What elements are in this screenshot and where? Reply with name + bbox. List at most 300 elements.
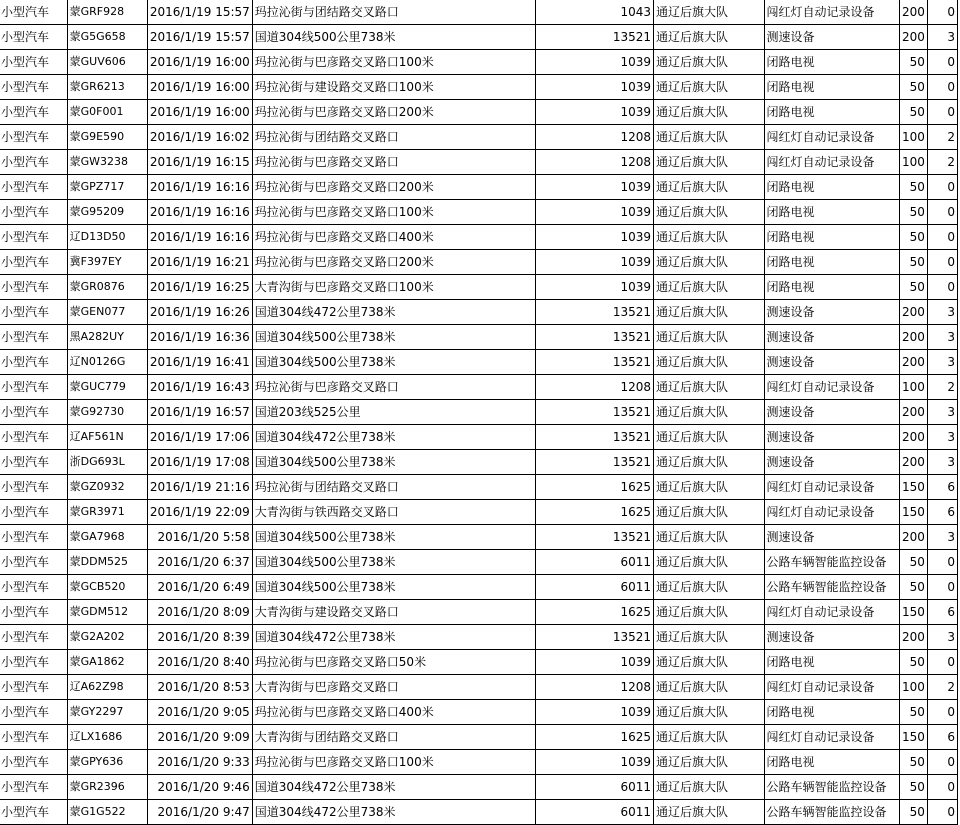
violation-time-cell: 2016/1/20 5:58 bbox=[147, 525, 252, 550]
violation-code-cell: 1039 bbox=[535, 75, 653, 100]
vehicle-type-cell: 小型汽车 bbox=[0, 700, 67, 725]
fine-amount-cell: 50 bbox=[899, 650, 927, 675]
department-cell: 通辽后旗大队 bbox=[654, 175, 765, 200]
violation-time-cell: 2016/1/20 9:47 bbox=[147, 800, 252, 825]
violation-time-cell: 2016/1/19 16:02 bbox=[147, 125, 252, 150]
device-type-cell: 闭路电视 bbox=[764, 650, 899, 675]
plate-number-cell: 蒙GCB520 bbox=[67, 575, 147, 600]
department-cell: 通辽后旗大队 bbox=[654, 75, 765, 100]
plate-number-cell: 蒙GW3238 bbox=[67, 150, 147, 175]
points-cell: 2 bbox=[927, 675, 957, 700]
points-cell: 6 bbox=[927, 475, 957, 500]
fine-amount-cell: 50 bbox=[899, 275, 927, 300]
vehicle-type-cell: 小型汽车 bbox=[0, 775, 67, 800]
device-type-cell: 测速设备 bbox=[764, 525, 899, 550]
fine-amount-cell: 50 bbox=[899, 100, 927, 125]
violation-time-cell: 2016/1/19 16:41 bbox=[147, 350, 252, 375]
fine-amount-cell: 200 bbox=[899, 525, 927, 550]
violation-time-cell: 2016/1/19 17:06 bbox=[147, 425, 252, 450]
vehicle-type-cell: 小型汽车 bbox=[0, 800, 67, 825]
fine-amount-cell: 200 bbox=[899, 300, 927, 325]
violation-code-cell: 1625 bbox=[535, 600, 653, 625]
plate-number-cell: 辽A62Z98 bbox=[67, 675, 147, 700]
violation-time-cell: 2016/1/20 8:53 bbox=[147, 675, 252, 700]
department-cell: 通辽后旗大队 bbox=[654, 275, 765, 300]
fine-amount-cell: 50 bbox=[899, 550, 927, 575]
location-cell: 国道304线472公里738米 bbox=[252, 775, 535, 800]
vehicle-type-cell: 小型汽车 bbox=[0, 725, 67, 750]
department-cell: 通辽后旗大队 bbox=[654, 600, 765, 625]
vehicle-type-cell: 小型汽车 bbox=[0, 650, 67, 675]
table-row bbox=[0, 625, 958, 650]
fine-amount-cell: 200 bbox=[899, 325, 927, 350]
department-cell: 通辽后旗大队 bbox=[654, 375, 765, 400]
plate-number-cell: 浙DG693L bbox=[67, 450, 147, 475]
plate-number-cell: 蒙GZ0932 bbox=[67, 475, 147, 500]
vehicle-type-cell: 小型汽车 bbox=[0, 525, 67, 550]
points-cell: 0 bbox=[927, 650, 957, 675]
points-cell: 0 bbox=[927, 275, 957, 300]
violation-code-cell: 1208 bbox=[535, 125, 653, 150]
location-cell: 国道203线525公里 bbox=[252, 400, 535, 425]
violation-code-cell: 6011 bbox=[535, 575, 653, 600]
location-cell: 大青沟街与巴彦路交叉路口100米 bbox=[252, 275, 535, 300]
violation-code-cell: 13521 bbox=[535, 625, 653, 650]
points-cell: 3 bbox=[927, 350, 957, 375]
device-type-cell: 闭路电视 bbox=[764, 175, 899, 200]
violation-code-cell: 1039 bbox=[535, 50, 653, 75]
points-cell: 3 bbox=[927, 425, 957, 450]
fine-amount-cell: 100 bbox=[899, 125, 927, 150]
vehicle-type-cell: 小型汽车 bbox=[0, 75, 67, 100]
fine-amount-cell: 100 bbox=[899, 675, 927, 700]
device-type-cell: 闭路电视 bbox=[764, 75, 899, 100]
fine-amount-cell: 200 bbox=[899, 25, 927, 50]
table-row bbox=[0, 475, 958, 500]
vehicle-type-cell: 小型汽车 bbox=[0, 150, 67, 175]
table-row bbox=[0, 650, 958, 675]
device-type-cell: 闭路电视 bbox=[764, 225, 899, 250]
department-cell: 通辽后旗大队 bbox=[654, 450, 765, 475]
vehicle-type-cell: 小型汽车 bbox=[0, 475, 67, 500]
violation-time-cell: 2016/1/20 8:09 bbox=[147, 600, 252, 625]
device-type-cell: 闭路电视 bbox=[764, 750, 899, 775]
violation-time-cell: 2016/1/19 16:26 bbox=[147, 300, 252, 325]
plate-number-cell: 蒙GPZ717 bbox=[67, 175, 147, 200]
location-cell: 玛拉沁街与巴彦路交叉路口400米 bbox=[252, 225, 535, 250]
vehicle-type-cell: 小型汽车 bbox=[0, 575, 67, 600]
violation-time-cell: 2016/1/19 16:15 bbox=[147, 150, 252, 175]
device-type-cell: 闯红灯自动记录设备 bbox=[764, 675, 899, 700]
points-cell: 6 bbox=[927, 725, 957, 750]
department-cell: 通辽后旗大队 bbox=[654, 25, 765, 50]
device-type-cell: 闭路电视 bbox=[764, 200, 899, 225]
table-row bbox=[0, 400, 958, 425]
plate-number-cell: 蒙GR6213 bbox=[67, 75, 147, 100]
violation-code-cell: 13521 bbox=[535, 450, 653, 475]
violation-time-cell: 2016/1/20 9:33 bbox=[147, 750, 252, 775]
device-type-cell: 测速设备 bbox=[764, 300, 899, 325]
violation-code-cell: 6011 bbox=[535, 800, 653, 825]
violation-time-cell: 2016/1/19 16:16 bbox=[147, 225, 252, 250]
vehicle-type-cell: 小型汽车 bbox=[0, 225, 67, 250]
violation-code-cell: 1208 bbox=[535, 375, 653, 400]
plate-number-cell: 蒙GA7968 bbox=[67, 525, 147, 550]
department-cell: 通辽后旗大队 bbox=[654, 200, 765, 225]
violation-code-cell: 1039 bbox=[535, 100, 653, 125]
department-cell: 通辽后旗大队 bbox=[654, 725, 765, 750]
department-cell: 通辽后旗大队 bbox=[654, 525, 765, 550]
violation-code-cell: 1039 bbox=[535, 700, 653, 725]
device-type-cell: 测速设备 bbox=[764, 625, 899, 650]
department-cell: 通辽后旗大队 bbox=[654, 125, 765, 150]
location-cell: 玛拉沁街与建设路交叉路口100米 bbox=[252, 75, 535, 100]
points-cell: 0 bbox=[927, 225, 957, 250]
points-cell: 2 bbox=[927, 375, 957, 400]
fine-amount-cell: 150 bbox=[899, 725, 927, 750]
location-cell: 玛拉沁街与团结路交叉路口 bbox=[252, 475, 535, 500]
table-row bbox=[0, 75, 958, 100]
points-cell: 3 bbox=[927, 625, 957, 650]
department-cell: 通辽后旗大队 bbox=[654, 750, 765, 775]
department-cell: 通辽后旗大队 bbox=[654, 150, 765, 175]
fine-amount-cell: 200 bbox=[899, 0, 927, 25]
vehicle-type-cell: 小型汽车 bbox=[0, 675, 67, 700]
plate-number-cell: 蒙GR0876 bbox=[67, 275, 147, 300]
department-cell: 通辽后旗大队 bbox=[654, 250, 765, 275]
table-row bbox=[0, 325, 958, 350]
location-cell: 大青沟街与巴彦路交叉路口 bbox=[252, 675, 535, 700]
plate-number-cell: 蒙G2A202 bbox=[67, 625, 147, 650]
violation-code-cell: 1039 bbox=[535, 225, 653, 250]
vehicle-type-cell: 小型汽车 bbox=[0, 0, 67, 25]
department-cell: 通辽后旗大队 bbox=[654, 425, 765, 450]
location-cell: 国道304线472公里738米 bbox=[252, 300, 535, 325]
fine-amount-cell: 50 bbox=[899, 250, 927, 275]
table-row bbox=[0, 450, 958, 475]
table-row bbox=[0, 675, 958, 700]
violation-code-cell: 13521 bbox=[535, 350, 653, 375]
device-type-cell: 闯红灯自动记录设备 bbox=[764, 125, 899, 150]
device-type-cell: 公路车辆智能监控设备 bbox=[764, 800, 899, 825]
location-cell: 玛拉沁街与巴彦路交叉路口100米 bbox=[252, 50, 535, 75]
fine-amount-cell: 50 bbox=[899, 800, 927, 825]
fine-amount-cell: 50 bbox=[899, 200, 927, 225]
device-type-cell: 测速设备 bbox=[764, 325, 899, 350]
fine-amount-cell: 200 bbox=[899, 400, 927, 425]
table-row bbox=[0, 150, 958, 175]
location-cell: 玛拉沁街与巴彦路交叉路口 bbox=[252, 375, 535, 400]
department-cell: 通辽后旗大队 bbox=[654, 625, 765, 650]
fine-amount-cell: 50 bbox=[899, 50, 927, 75]
device-type-cell: 测速设备 bbox=[764, 425, 899, 450]
vehicle-type-cell: 小型汽车 bbox=[0, 325, 67, 350]
device-type-cell: 闭路电视 bbox=[764, 100, 899, 125]
points-cell: 0 bbox=[927, 800, 957, 825]
fine-amount-cell: 200 bbox=[899, 625, 927, 650]
table-row bbox=[0, 100, 958, 125]
device-type-cell: 闯红灯自动记录设备 bbox=[764, 600, 899, 625]
violation-time-cell: 2016/1/19 16:25 bbox=[147, 275, 252, 300]
violation-time-cell: 2016/1/19 16:21 bbox=[147, 250, 252, 275]
device-type-cell: 闯红灯自动记录设备 bbox=[764, 0, 899, 25]
vehicle-type-cell: 小型汽车 bbox=[0, 625, 67, 650]
location-cell: 玛拉沁街与团结路交叉路口 bbox=[252, 125, 535, 150]
plate-number-cell: 蒙G0F001 bbox=[67, 100, 147, 125]
points-cell: 0 bbox=[927, 750, 957, 775]
violation-time-cell: 2016/1/19 17:08 bbox=[147, 450, 252, 475]
device-type-cell: 测速设备 bbox=[764, 25, 899, 50]
violation-time-cell: 2016/1/20 6:37 bbox=[147, 550, 252, 575]
points-cell: 0 bbox=[927, 775, 957, 800]
department-cell: 通辽后旗大队 bbox=[654, 350, 765, 375]
fine-amount-cell: 50 bbox=[899, 700, 927, 725]
violation-code-cell: 1208 bbox=[535, 675, 653, 700]
plate-number-cell: 冀F397EY bbox=[67, 250, 147, 275]
location-cell: 国道304线500公里738米 bbox=[252, 550, 535, 575]
department-cell: 通辽后旗大队 bbox=[654, 675, 765, 700]
location-cell: 玛拉沁街与巴彦路交叉路口400米 bbox=[252, 700, 535, 725]
department-cell: 通辽后旗大队 bbox=[654, 775, 765, 800]
device-type-cell: 公路车辆智能监控设备 bbox=[764, 575, 899, 600]
violation-code-cell: 1039 bbox=[535, 750, 653, 775]
location-cell: 玛拉沁街与巴彦路交叉路口200米 bbox=[252, 100, 535, 125]
points-cell: 3 bbox=[927, 25, 957, 50]
plate-number-cell: 辽D13D50 bbox=[67, 225, 147, 250]
device-type-cell: 测速设备 bbox=[764, 400, 899, 425]
vehicle-type-cell: 小型汽车 bbox=[0, 125, 67, 150]
vehicle-type-cell: 小型汽车 bbox=[0, 600, 67, 625]
violation-time-cell: 2016/1/19 16:00 bbox=[147, 100, 252, 125]
device-type-cell: 闭路电视 bbox=[764, 50, 899, 75]
device-type-cell: 闯红灯自动记录设备 bbox=[764, 725, 899, 750]
location-cell: 国道304线500公里738米 bbox=[252, 25, 535, 50]
points-cell: 3 bbox=[927, 400, 957, 425]
fine-amount-cell: 100 bbox=[899, 375, 927, 400]
violation-time-cell: 2016/1/20 8:40 bbox=[147, 650, 252, 675]
device-type-cell: 闯红灯自动记录设备 bbox=[764, 475, 899, 500]
location-cell: 国道304线500公里738米 bbox=[252, 325, 535, 350]
points-cell: 6 bbox=[927, 600, 957, 625]
plate-number-cell: 蒙G92730 bbox=[67, 400, 147, 425]
violation-time-cell: 2016/1/19 15:57 bbox=[147, 0, 252, 25]
location-cell: 国道304线472公里738米 bbox=[252, 425, 535, 450]
fine-amount-cell: 200 bbox=[899, 425, 927, 450]
points-cell: 0 bbox=[927, 550, 957, 575]
department-cell: 通辽后旗大队 bbox=[654, 400, 765, 425]
table-row bbox=[0, 750, 958, 775]
violation-code-cell: 13521 bbox=[535, 300, 653, 325]
violation-code-cell: 13521 bbox=[535, 525, 653, 550]
vehicle-type-cell: 小型汽车 bbox=[0, 500, 67, 525]
plate-number-cell: 蒙GDM512 bbox=[67, 600, 147, 625]
table-row bbox=[0, 175, 958, 200]
vehicle-type-cell: 小型汽车 bbox=[0, 300, 67, 325]
device-type-cell: 闭路电视 bbox=[764, 275, 899, 300]
points-cell: 0 bbox=[927, 175, 957, 200]
table-row bbox=[0, 300, 958, 325]
plate-number-cell: 蒙GY2297 bbox=[67, 700, 147, 725]
table-row bbox=[0, 775, 958, 800]
fine-amount-cell: 50 bbox=[899, 575, 927, 600]
location-cell: 玛拉沁街与巴彦路交叉路口 bbox=[252, 150, 535, 175]
department-cell: 通辽后旗大队 bbox=[654, 700, 765, 725]
plate-number-cell: 蒙GA1862 bbox=[67, 650, 147, 675]
fine-amount-cell: 150 bbox=[899, 475, 927, 500]
plate-number-cell: 蒙GPY636 bbox=[67, 750, 147, 775]
table-row bbox=[0, 550, 958, 575]
fine-amount-cell: 50 bbox=[899, 775, 927, 800]
table-row bbox=[0, 50, 958, 75]
plate-number-cell: 蒙GUC779 bbox=[67, 375, 147, 400]
table-row bbox=[0, 250, 958, 275]
violation-time-cell: 2016/1/19 16:00 bbox=[147, 75, 252, 100]
vehicle-type-cell: 小型汽车 bbox=[0, 450, 67, 475]
plate-number-cell: 蒙G5G658 bbox=[67, 25, 147, 50]
department-cell: 通辽后旗大队 bbox=[654, 325, 765, 350]
fine-amount-cell: 200 bbox=[899, 350, 927, 375]
location-cell: 大青沟街与铁西路交叉路口 bbox=[252, 500, 535, 525]
table-row bbox=[0, 125, 958, 150]
fine-amount-cell: 50 bbox=[899, 75, 927, 100]
plate-number-cell: 辽LX1686 bbox=[67, 725, 147, 750]
violation-time-cell: 2016/1/19 16:36 bbox=[147, 325, 252, 350]
department-cell: 通辽后旗大队 bbox=[654, 650, 765, 675]
table-row bbox=[0, 700, 958, 725]
plate-number-cell: 蒙DDM525 bbox=[67, 550, 147, 575]
violation-time-cell: 2016/1/19 16:43 bbox=[147, 375, 252, 400]
location-cell: 玛拉沁街与巴彦路交叉路口100米 bbox=[252, 750, 535, 775]
table-row bbox=[0, 800, 958, 825]
table-row bbox=[0, 25, 958, 50]
violation-code-cell: 1039 bbox=[535, 250, 653, 275]
department-cell: 通辽后旗大队 bbox=[654, 0, 765, 25]
table-row bbox=[0, 425, 958, 450]
violation-time-cell: 2016/1/20 6:49 bbox=[147, 575, 252, 600]
department-cell: 通辽后旗大队 bbox=[654, 550, 765, 575]
violation-code-cell: 1039 bbox=[535, 200, 653, 225]
device-type-cell: 测速设备 bbox=[764, 350, 899, 375]
vehicle-type-cell: 小型汽车 bbox=[0, 750, 67, 775]
points-cell: 0 bbox=[927, 700, 957, 725]
plate-number-cell: 蒙G95209 bbox=[67, 200, 147, 225]
location-cell: 玛拉沁街与巴彦路交叉路口200米 bbox=[252, 175, 535, 200]
points-cell: 6 bbox=[927, 500, 957, 525]
department-cell: 通辽后旗大队 bbox=[654, 300, 765, 325]
points-cell: 3 bbox=[927, 300, 957, 325]
department-cell: 通辽后旗大队 bbox=[654, 575, 765, 600]
violation-code-cell: 6011 bbox=[535, 550, 653, 575]
plate-number-cell: 蒙GRF928 bbox=[67, 0, 147, 25]
violation-code-cell: 1625 bbox=[535, 500, 653, 525]
plate-number-cell: 黑A282UY bbox=[67, 325, 147, 350]
table-row bbox=[0, 225, 958, 250]
points-cell: 0 bbox=[927, 250, 957, 275]
vehicle-type-cell: 小型汽车 bbox=[0, 375, 67, 400]
violation-time-cell: 2016/1/19 16:00 bbox=[147, 50, 252, 75]
violation-time-cell: 2016/1/20 9:46 bbox=[147, 775, 252, 800]
fine-amount-cell: 50 bbox=[899, 225, 927, 250]
vehicle-type-cell: 小型汽车 bbox=[0, 175, 67, 200]
fine-amount-cell: 150 bbox=[899, 500, 927, 525]
location-cell: 玛拉沁街与巴彦路交叉路口100米 bbox=[252, 200, 535, 225]
table-row bbox=[0, 600, 958, 625]
violation-time-cell: 2016/1/19 16:16 bbox=[147, 200, 252, 225]
violation-code-cell: 1043 bbox=[535, 0, 653, 25]
vehicle-type-cell: 小型汽车 bbox=[0, 250, 67, 275]
location-cell: 玛拉沁街与团结路交叉路口 bbox=[252, 0, 535, 25]
table-row bbox=[0, 725, 958, 750]
fine-amount-cell: 100 bbox=[899, 150, 927, 175]
violation-code-cell: 1039 bbox=[535, 175, 653, 200]
plate-number-cell: 蒙GEN077 bbox=[67, 300, 147, 325]
fine-amount-cell: 50 bbox=[899, 175, 927, 200]
violation-time-cell: 2016/1/19 22:09 bbox=[147, 500, 252, 525]
vehicle-type-cell: 小型汽车 bbox=[0, 350, 67, 375]
table-row bbox=[0, 525, 958, 550]
fine-amount-cell: 50 bbox=[899, 750, 927, 775]
vehicle-type-cell: 小型汽车 bbox=[0, 25, 67, 50]
plate-number-cell: 蒙G9E590 bbox=[67, 125, 147, 150]
points-cell: 3 bbox=[927, 525, 957, 550]
location-cell: 国道304线472公里738米 bbox=[252, 800, 535, 825]
violation-code-cell: 13521 bbox=[535, 25, 653, 50]
points-cell: 0 bbox=[927, 575, 957, 600]
department-cell: 通辽后旗大队 bbox=[654, 475, 765, 500]
location-cell: 大青沟街与团结路交叉路口 bbox=[252, 725, 535, 750]
violation-code-cell: 1208 bbox=[535, 150, 653, 175]
fine-amount-cell: 150 bbox=[899, 600, 927, 625]
violation-code-cell: 1039 bbox=[535, 650, 653, 675]
violation-code-cell: 13521 bbox=[535, 425, 653, 450]
department-cell: 通辽后旗大队 bbox=[654, 225, 765, 250]
vehicle-type-cell: 小型汽车 bbox=[0, 275, 67, 300]
device-type-cell: 闯红灯自动记录设备 bbox=[764, 150, 899, 175]
violation-time-cell: 2016/1/20 8:39 bbox=[147, 625, 252, 650]
vehicle-type-cell: 小型汽车 bbox=[0, 400, 67, 425]
location-cell: 国道304线500公里738米 bbox=[252, 450, 535, 475]
device-type-cell: 闯红灯自动记录设备 bbox=[764, 500, 899, 525]
points-cell: 0 bbox=[927, 50, 957, 75]
device-type-cell: 测速设备 bbox=[764, 450, 899, 475]
vehicle-type-cell: 小型汽车 bbox=[0, 200, 67, 225]
violation-code-cell: 13521 bbox=[535, 325, 653, 350]
violation-code-cell: 6011 bbox=[535, 775, 653, 800]
points-cell: 2 bbox=[927, 150, 957, 175]
plate-number-cell: 辽N0126G bbox=[67, 350, 147, 375]
plate-number-cell: 辽AF561N bbox=[67, 425, 147, 450]
points-cell: 3 bbox=[927, 450, 957, 475]
device-type-cell: 闭路电视 bbox=[764, 250, 899, 275]
points-cell: 0 bbox=[927, 75, 957, 100]
location-cell: 国道304线500公里738米 bbox=[252, 575, 535, 600]
plate-number-cell: 蒙G1G522 bbox=[67, 800, 147, 825]
location-cell: 国道304线500公里738米 bbox=[252, 525, 535, 550]
points-cell: 0 bbox=[927, 200, 957, 225]
department-cell: 通辽后旗大队 bbox=[654, 500, 765, 525]
table-row bbox=[0, 0, 958, 25]
plate-number-cell: 蒙GR2396 bbox=[67, 775, 147, 800]
location-cell: 大青沟街与建设路交叉路口 bbox=[252, 600, 535, 625]
department-cell: 通辽后旗大队 bbox=[654, 800, 765, 825]
violation-code-cell: 1625 bbox=[535, 475, 653, 500]
location-cell: 国道304线500公里738米 bbox=[252, 350, 535, 375]
points-cell: 2 bbox=[927, 125, 957, 150]
violation-time-cell: 2016/1/20 9:05 bbox=[147, 700, 252, 725]
table-row bbox=[0, 350, 958, 375]
violation-time-cell: 2016/1/19 21:16 bbox=[147, 475, 252, 500]
department-cell: 通辽后旗大队 bbox=[654, 50, 765, 75]
